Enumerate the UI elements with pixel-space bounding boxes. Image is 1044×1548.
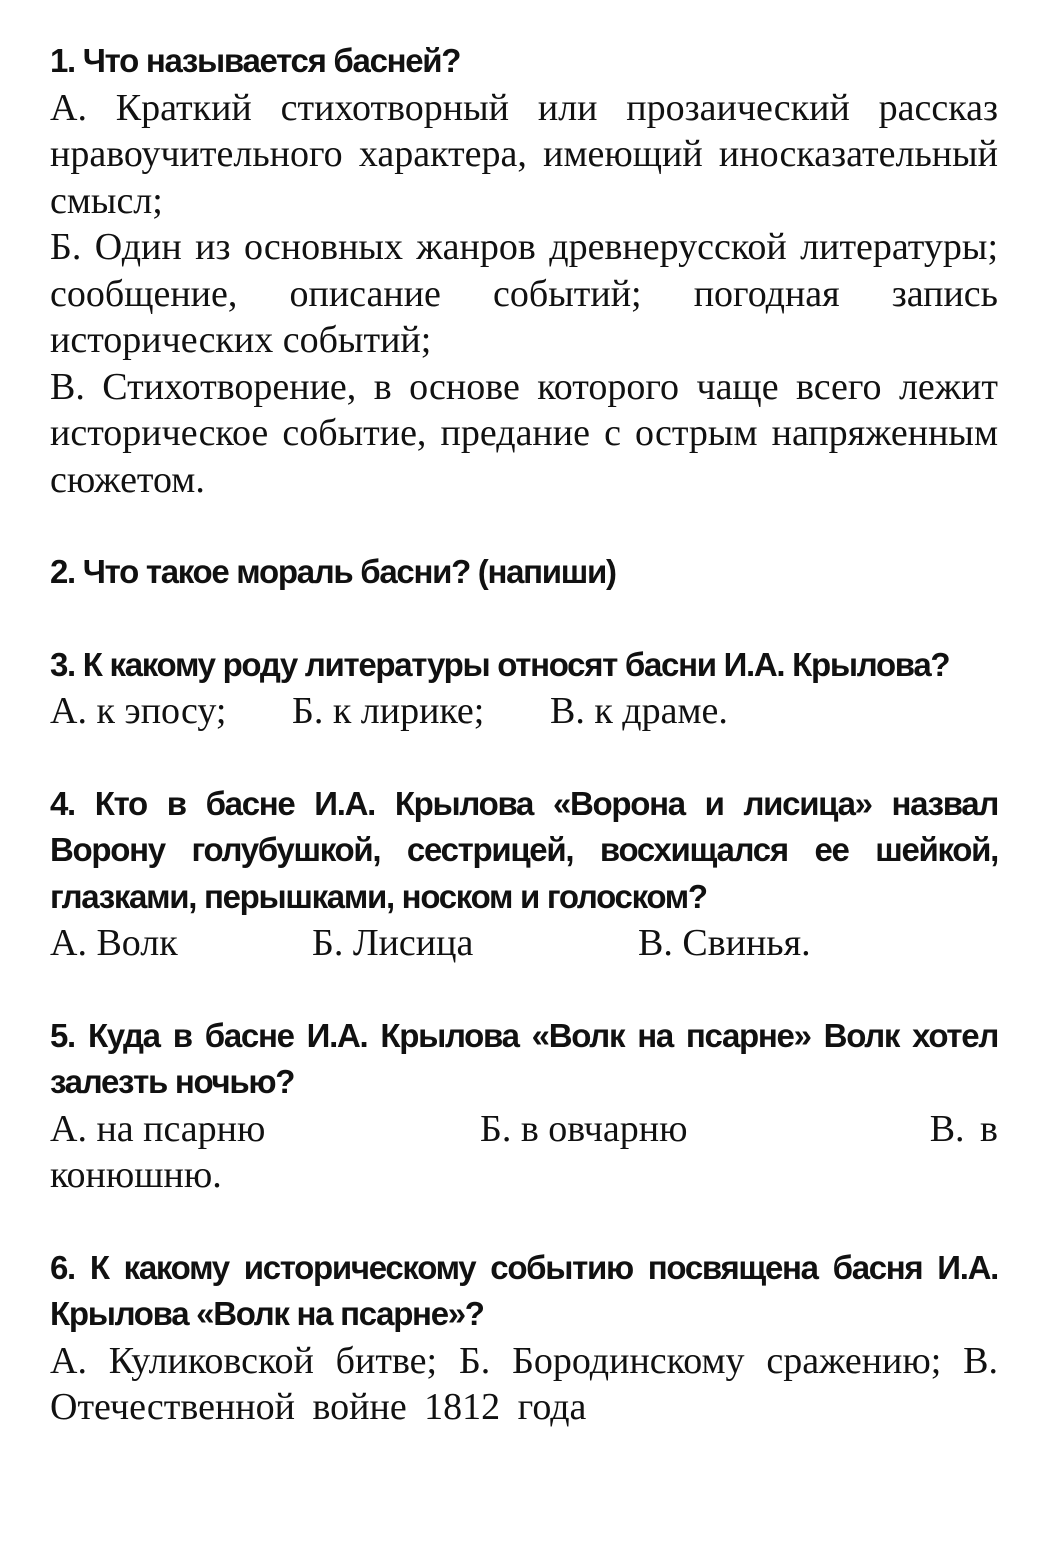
answer-option: В. Свинья. xyxy=(638,922,811,964)
answer-options-row xyxy=(50,1338,998,1431)
question-title: 1. Что называется басней? xyxy=(50,42,461,79)
question-title: 5. Куда в басне И.А. Крылова «Волк на псарне» Волк хотел залезть ночью? xyxy=(50,1016,998,1100)
answer-options-row xyxy=(50,920,998,967)
answer-option: В. в xyxy=(929,1107,998,1150)
question-3 xyxy=(50,642,998,735)
answer-options-row xyxy=(50,688,998,735)
quiz-page xyxy=(50,38,998,1431)
question-title: 2. Что такое мораль басни? (напиши) xyxy=(50,553,616,590)
corner-fade xyxy=(834,1438,984,1548)
answer-option: В. Отечественной войне 1812 года xyxy=(50,1339,999,1428)
answer-option: В. Стихотворение, в основе которого чаще всего лежит историческое событие, предание с острым напряженным сюжетом. xyxy=(50,365,998,501)
question-2 xyxy=(50,549,998,596)
answer-option: А. к эпосу; xyxy=(50,690,227,732)
question-title: 3. К какому роду литературы относят басни И.А. Крылова? xyxy=(50,645,950,683)
answer-option: Б. Бородинскому сражению; xyxy=(458,1339,942,1382)
question-6 xyxy=(50,1245,998,1431)
answer-option: Б. в овчарню xyxy=(480,1107,688,1150)
question-4 xyxy=(50,781,998,967)
answer-option: А. на псарню xyxy=(50,1107,266,1150)
question-title: 6. К какому историческому событию посвящена басня И.А. Крылова «Волк на псарне»? xyxy=(50,1248,998,1332)
answer-option: А. Краткий стихотворный или прозаический рассказ нравоучительного характера, имеющий иносказательный смысл; xyxy=(50,86,998,222)
answer-option-continuation: конюшню. xyxy=(50,1154,222,1196)
answer-option: В. к драме. xyxy=(550,690,728,732)
answer-option: А. Куликовской битве; xyxy=(50,1339,438,1382)
question-5 xyxy=(50,1013,998,1199)
answer-options-row xyxy=(50,1106,998,1199)
answer-option: Б. Один из основных жанров древнерусской литературы; сообщение, описание событий; погодная запись исторических событий; xyxy=(50,226,998,361)
answer-option: Б. Лисица xyxy=(312,922,474,964)
answer-option: Б. к лирике; xyxy=(292,690,485,732)
answer-option: А. Волк xyxy=(50,922,178,964)
question-1 xyxy=(50,38,998,503)
question-title: 4. Кто в басне И.А. Крылова «Ворона и лисица» назвал Ворону голубушкой, сестрицей, восхищался ее шейкой, глазками, перышками, носком и голоском? xyxy=(50,784,998,915)
